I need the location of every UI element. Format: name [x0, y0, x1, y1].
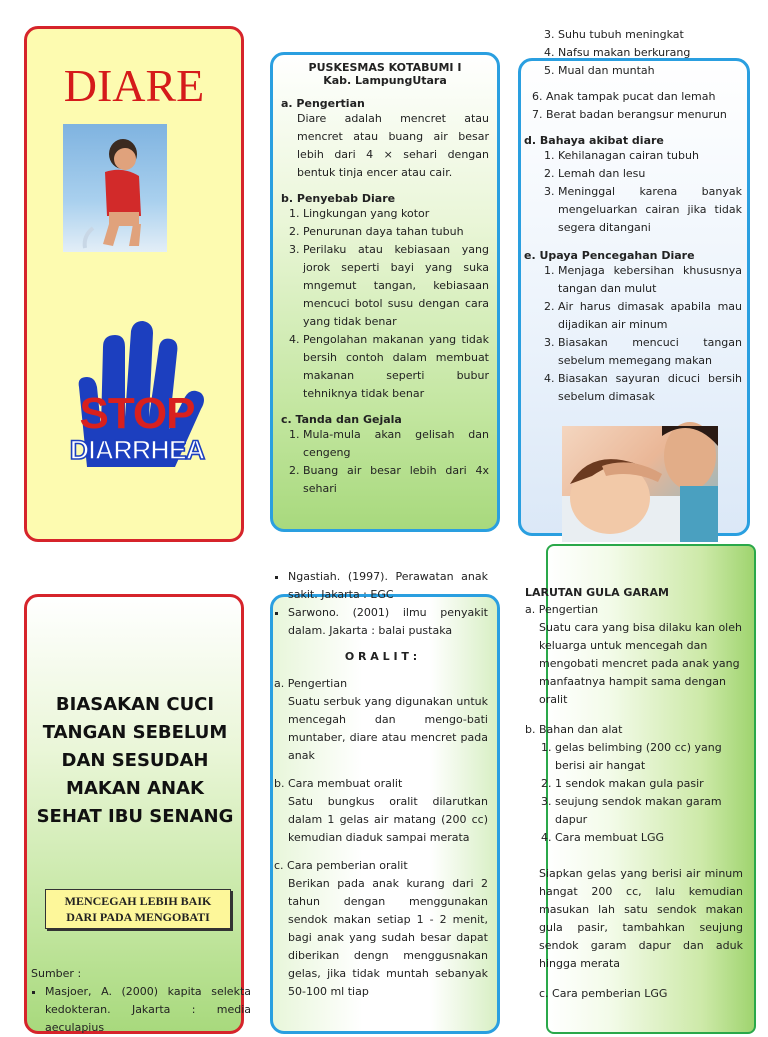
prevention-list — [522, 262, 746, 403]
list-item: 1. gelas belimbing (200 cc) yang berisi air hangat — [555, 739, 743, 775]
danger-list — [522, 147, 746, 237]
stop-sub: DIARRHEA — [69, 435, 205, 465]
list-item: 6. Anak tampak pucat dan lemah — [546, 88, 746, 106]
oralit-b-text: Satu bungkus oralit dilarutkan dalam 1 gelas air matang (200 cc) kemudian diaduk sampai merata — [288, 795, 488, 844]
cause-list — [281, 205, 489, 403]
oralit-c-text: Berikan pada anak kurang dari 2 tahun dengan menggunakan sendok makan setiap 1 - 2 menit, bagi anak yang sudah besar dapat diberikan dengn menggusnakan gelas, jika tidak muntah sebanyak 50-100 ml tiap — [288, 877, 488, 998]
info-panel-1 — [270, 52, 500, 532]
slogan-box-text: MENCEGAH LEBIH BAIK DARI PADA MENGOBATI — [64, 894, 212, 924]
lgg-b-text: Siapkan gelas yang berisi air minum hangat 200 cc, lalu kemudian masukan lah satu sendok makan gula pasir, tambahkan seujung sendok garam dapur dan aduk hingga merata — [539, 867, 743, 970]
oralit-b-title: b. Cara membuat oralit — [274, 777, 403, 790]
child-illustration — [63, 124, 167, 252]
symptom-list-cont — [522, 26, 746, 80]
list-item: ▪ Ngastiah. (1997). Perawatan anak sakit. Jakarta : EGC — [288, 568, 488, 604]
back-cover-panel — [24, 594, 251, 1034]
info-panel-2-content — [522, 26, 746, 403]
symptom-list — [281, 426, 489, 498]
section-d-title: d. Bahaya akibat diare — [524, 134, 664, 147]
lgg-c-title: c. Cara pemberian LGG — [539, 987, 668, 1000]
cover-title: DIARE — [63, 60, 205, 111]
list-item: 5. Mual dan muntah — [558, 62, 746, 80]
cover-panel — [24, 26, 244, 542]
section-a-title: a. Pengertian — [281, 97, 365, 110]
list-item: 1. Kehilanagan cairan tubuh — [558, 147, 742, 165]
list-item: 2. 1 sendok makan gula pasir — [555, 775, 743, 793]
list-item: 4. Cara membuat LGG — [555, 829, 743, 847]
oralit-a-text: Suatu serbuk yang digunakan untuk mencegah dan mengo-bati muntaber, diare atau mencret pada anak — [288, 695, 488, 762]
sumber-list — [27, 983, 251, 1037]
list-item: 7. Berat badan berangsur menurun — [546, 106, 746, 124]
list-item: 3. Biasakan mencuci tangan sebelum memegang makan — [558, 334, 742, 370]
lgg-title: LARUTAN GULA GARAM — [525, 586, 669, 599]
mother-child-photo — [562, 426, 718, 542]
lgg-b-title: b. Bahan dan alat — [525, 723, 623, 736]
region-header: Kab. LampungUtara — [323, 74, 447, 87]
list-item: 1. Lingkungan yang kotor — [303, 205, 489, 223]
list-item: 2. Air harus dimasak apabila mau dijadikan air minum — [558, 298, 742, 334]
oralit-a-title: a. Pengertian — [274, 677, 348, 690]
sumber-label: Sumber : — [31, 967, 82, 980]
oralit-content — [274, 568, 488, 1001]
list-item: 4. Nafsu makan berkurang — [558, 44, 746, 62]
symptom-list-cont-2 — [522, 88, 746, 124]
list-item: 4. Biasakan sayuran dicuci bersih sebelum dimasak — [558, 370, 742, 406]
list-item: 3. seujung sendok makan garam dapur — [555, 793, 743, 829]
lgg-content — [525, 586, 743, 1024]
reference-list — [274, 568, 488, 640]
stop-hand-logo — [57, 317, 217, 477]
puskesmas-header: PUSKESMAS KOTABUMI I — [308, 61, 462, 74]
slogan-text: BIASAKAN CUCI TANGAN SEBELUM DAN SESUDAH MAKAN ANAK SEHAT IBU SENANG — [36, 694, 234, 827]
list-item: ▪ Sarwono. (2001) ilmu penyakit dalam. Jakarta : balai pustaka — [288, 604, 488, 640]
section-c-title: c. Tanda dan Gejala — [281, 413, 402, 426]
list-item: 3. Meninggal karena banyak mengeluarkan cairan jika tidak segera ditangani — [558, 183, 742, 237]
lgg-material-list — [525, 739, 743, 847]
lgg-a-text: Suatu cara yang bisa dilaku kan oleh keluarga untuk mencegah dan mengobati mencret pada anak yang manfaatnya hampit sama dengan oralit — [539, 621, 742, 706]
oralit-title: O R A L I T : — [344, 650, 418, 663]
list-item: 1. Mula-mula akan gelisah dan cengeng — [303, 426, 489, 462]
section-e-title: e. Upaya Pencegahan Diare — [524, 249, 695, 262]
oralit-c-title: c. Cara pemberian oralit — [274, 859, 408, 872]
list-item: ▪ Masjoer, A. (2000) kapita selekta kedokteran. Jakarta : media aeculapius — [45, 983, 251, 1037]
stop-word: STOP — [79, 389, 195, 438]
list-item: 2. Penurunan daya tahan tubuh — [303, 223, 489, 241]
list-item: 4. Pengolahan makanan yang tidak bersih contoh dalam membuat makanan seperti bubur tehniknya tidak benar — [303, 331, 489, 403]
list-item: 3. Perilaku atau kebiasaan yang jorok seperti bayi yang suka mngemut tangan, kebiasaan mencuci botol susu dengan cara yang tidak benar — [303, 241, 489, 331]
list-item: 3. Suhu tubuh meningkat — [558, 26, 746, 44]
slogan-box — [45, 889, 231, 929]
list-item: 1. Menjaga kebersihan khususnya tangan dan mulut — [558, 262, 742, 298]
lgg-a-title: a. Pengertian — [525, 603, 599, 616]
list-item: 2. Lemah dan lesu — [558, 165, 742, 183]
section-b-title: b. Penyebab Diare — [281, 192, 396, 205]
section-a-text: Diare adalah mencret atau mencret atau buang air besar lebih dari 4 × sehari dengan bentuk tinja encer atau cair. — [297, 112, 489, 179]
list-item: 2. Buang air besar lebih dari 4x sehari — [303, 462, 489, 498]
